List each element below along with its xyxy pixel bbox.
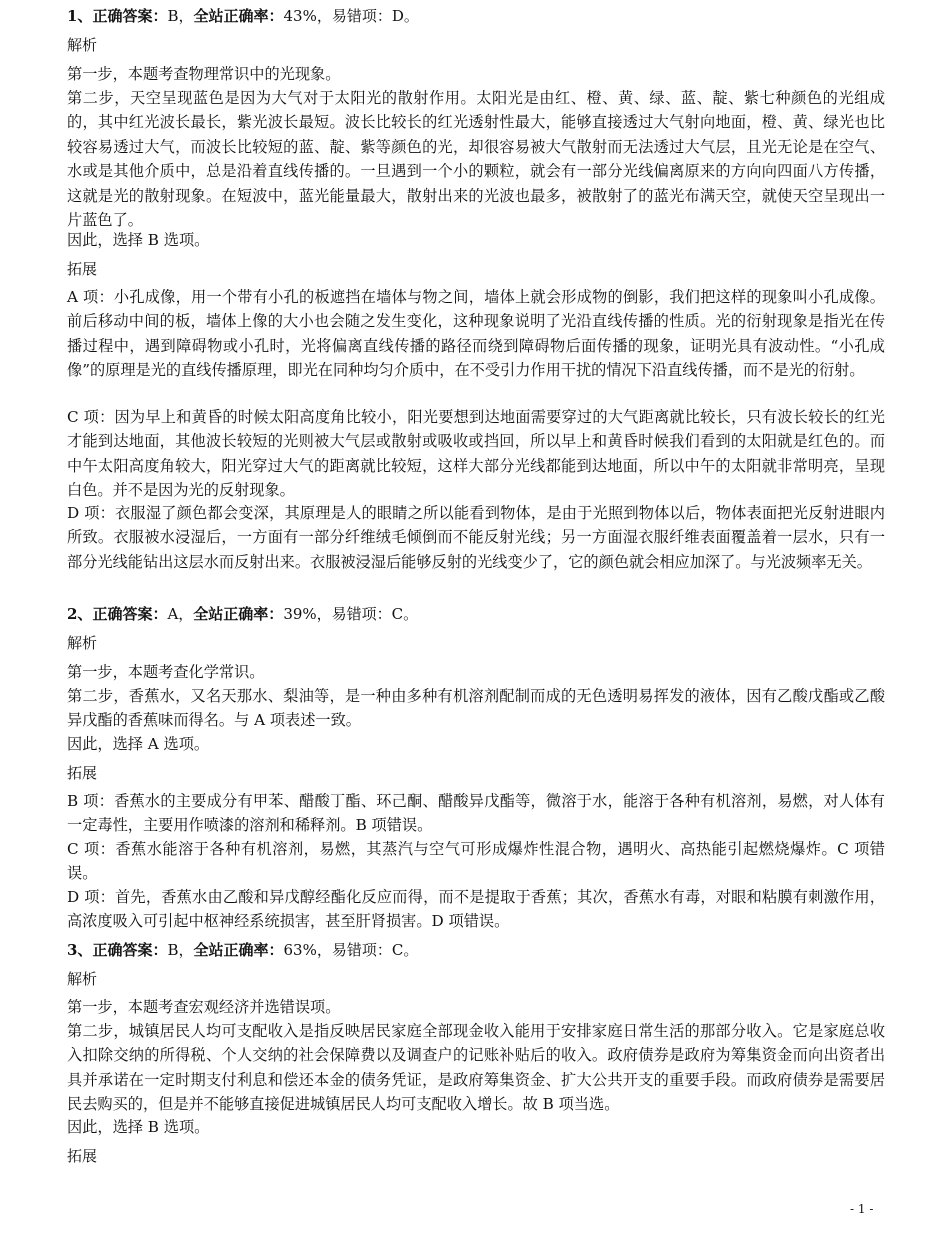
- q3-analysis-step1: 第一步，本题考查宏观经济并选错误项。: [67, 998, 341, 1016]
- q2-extension-b: B 项：香蕉水的主要成分有甲苯、醋酸丁酯、环己酮、醋酸异戊酯等，微溶于水，能溶于各种有机溶剂，易燃，对人体有一定毒性，主要用作喷漆的溶剂和稀释剂。B 项错误。: [67, 792, 885, 835]
- q1-analysis-step2: 第二步，天空呈现蓝色是因为大气对于太阳光的散射作用。太阳光是由红、橙、黄、绿、蓝、靛、紫七种颜色的光组成的，其中红光波长最长，紫光波长最短。波长比较长的红光透射性最大，能够直接透过大气射向地面，橙、黄、绿光也比较容易透过大气，而波长比较短的蓝、靛、紫等颜色的光，却很容易被大气散射而无法透过大气层，且光无论是在空气、水或是其他介质中，总是沿着直线传播的。一旦遇到一个小的颗粒，就会有一部分光线偏离原来的方向向四面八方传播，这就是光的散射现象。在短波中，蓝光能量最大，散射出来的光波也最多，被散射了的蓝光布满天空，就使天空呈现出一片蓝色了。: [67, 89, 885, 230]
- q3-analysis-label: 解析: [67, 970, 98, 988]
- q2-extension-c: C 项：香蕉水能溶于各种有机溶剂，易燃，其蒸汽与空气可形成爆炸性混合物，遇明火、高热能引起燃烧爆炸。C 项错误。: [67, 840, 885, 883]
- q2-extension-label: 拓展: [67, 764, 98, 782]
- q1-extension-c: C 项：因为早上和黄昏的时候太阳高度角比较小，阳光要想到达地面需要穿过的大气距离就比较长，只有波长较长的红光才能到达地面，其他波长较短的光则被大气层或散射或吸收或挡回，所以早上和黄昏时候我们看到的太阳就是红色的。而中午太阳高度角较大，阳光穿过大气的距离就比较短，这样大部分光线都能到达地面，所以中午的太阳就非常明亮，呈现白色。并不是因为光的反射现象。: [67, 408, 885, 500]
- q1-answer-line: 1、正确答案：B，全站正确率：43%，易错项：D。: [67, 7, 419, 25]
- q1-extension-label: 拓展: [67, 260, 98, 278]
- q2-analysis-step2: 第二步，香蕉水，又名天那水、梨油等，是一种由多种有机溶剂配制而成的无色透明易挥发的液体，因有乙酸戊酯或乙酸异戊酯的香蕉味而得名。与 A 项表述一致。: [67, 687, 885, 730]
- q3-extension-label: 拓展: [67, 1147, 98, 1165]
- q2-extension-d: D 项：首先，香蕉水由乙酸和异戊醇经酯化反应而得，而不是提取于香蕉；其次，香蕉水有毒，对眼和粘膜有刺激作用，高浓度吸入可引起中枢神经系统损害，甚至肝肾损害。D 项错误。: [67, 888, 885, 931]
- q2-answer-line: 2、正确答案：A，全站正确率：39%，易错项：C。: [67, 605, 419, 623]
- q3-conclusion: 因此，选择 B 选项。: [67, 1118, 210, 1136]
- q1-analysis-step1: 第一步，本题考查物理常识中的光现象。: [67, 65, 341, 83]
- q2-analysis-step1: 第一步，本题考查化学常识。: [67, 663, 265, 681]
- q1-extension-a: A 项：小孔成像，用一个带有小孔的板遮挡在墙体与物之间，墙体上就会形成物的倒影，我们把这样的现象叫小孔成像。前后移动中间的板，墙体上像的大小也会随之发生变化，这种现象说明了光沿直线传播的性质。光的衍射现象是指光在传播过程中，遇到障碍物或小孔时，光将偏离直线传播的路径而绕到障碍物后面传播的现象，证明光具有波动性。“小孔成像”的原理是光的直线传播原理，即光在同种均匀介质中，在不受引力作用干扰的情况下沿直线传播，而不是光的衍射。: [67, 288, 885, 380]
- q1-conclusion: 因此，选择 B 选项。: [67, 231, 210, 249]
- q1-analysis-label: 解析: [67, 36, 98, 54]
- page-number: - 1 -: [850, 1202, 874, 1216]
- q1-extension-d: D 项：衣服湿了颜色都会变深，其原理是人的眼睛之所以能看到物体，是由于光照到物体以后，物体表面把光反射进眼内所致。衣服被水浸湿后，一方面有一部分纤维绒毛倾倒而不能反射光线；另一方面湿衣服纤维表面覆盖着一层水，只有一部分光线能钻出这层水而反射出来。衣服被浸湿后能够反射的光线变少了，它的颜色就会相应加深了。与光波频率无关。: [67, 504, 885, 571]
- q2-analysis-label: 解析: [67, 634, 98, 652]
- q3-analysis-step2: 第二步，城镇居民人均可支配收入是指反映居民家庭全部现金收入能用于安排家庭日常生活的那部分收入。它是家庭总收入扣除交纳的所得税、个人交纳的社会保障费以及调查户的记账补贴后的收入。政府债券是政府为筹集资金而向出资者出具并承诺在一定时期支付利息和偿还本金的债务凭证，是政府筹集资金、扩大公共开支的重要手段。而政府债券是需要居民去购买的，但是并不能够直接促进城镇居民人均可支配收入增长。故 B 项当选。: [67, 1022, 885, 1114]
- q2-conclusion: 因此，选择 A 选项。: [67, 735, 210, 753]
- q3-answer-line: 3、正确答案：B，全站正确率：63%，易错项：C。: [67, 941, 419, 959]
